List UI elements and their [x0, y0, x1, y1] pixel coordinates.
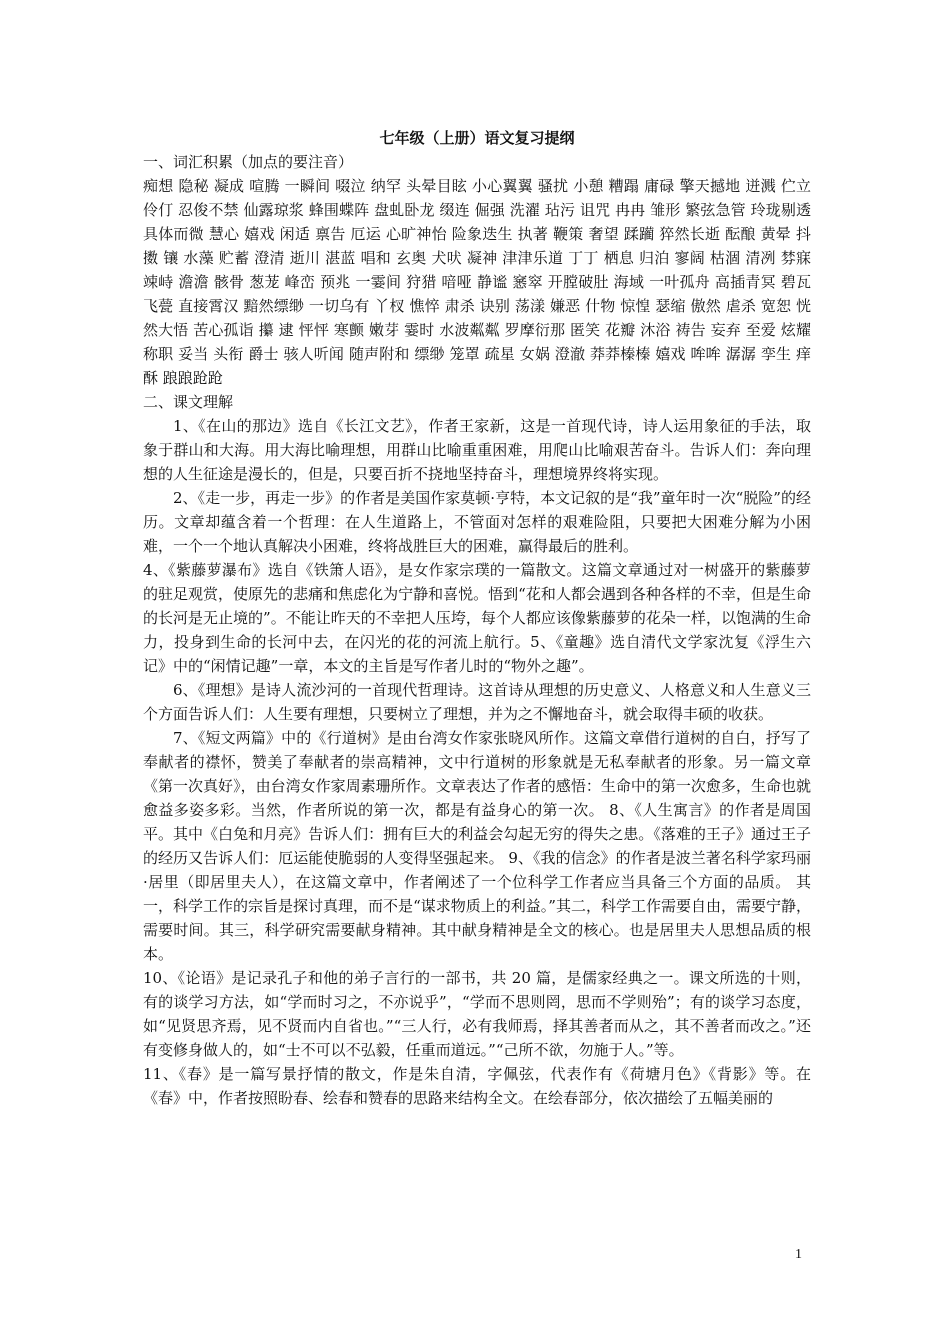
paragraph-zi-teng-luo-pu-bu: 4、《紫藤萝瀑布》选自《铁箫人语》，是女作家宗璞的一篇散文。这篇文章通过对一树盛开的紫藤萝的驻足观赏，使原先的悲痛和焦虑化为宁静和喜悦。悟到“花和人都会遇到各种各样的不幸，但是生命的长河是无止境的”。不能让昨天的不幸把人压垮，每个人都应该像紫藤萝的花朵一样，以饱满的生命力，投身到生命的长河中去，在闪光的花的河流上航行。5、《童趣》选自清代文学家沈复《浮生六记》中的“闲情记趣”一章，本文的主旨是写作者儿时的“物外之趣”。	[143, 561, 811, 675]
section-heading-text-understanding: 二、课文理解	[143, 393, 234, 411]
paragraph-duan-wen-liang-pian: 7、《短文两篇》中的《行道树》是由台湾女作家张晓风所作。这篇文章借行道树的自白，抒写了奉献者的襟怀，赞美了奉献者的崇高精神，文中行道树的形象就是无私奉献者的形象。另一篇文章《第一次真好》，由台湾女作家周素珊所作。文章表达了作者的感悟：生命中的第一次愈多，生命也就愈益多姿多彩。当然，作者所说的第一次，都是有益身心的第一次。 8、《人生寓言》的作者是周国平。其中《白兔和月亮》告诉人们：拥有巨大的利益会勾起无穷的得失之患。《落难的王子》通过王子的经历又告诉人们：厄运能使脆弱的人变得坚强起来。 9、《我的信念》的作者是波兰著名科学家玛丽·居里（即居里夫人），在这篇文章中，作者阐述了一个位科学工作者应当具备三个方面的品质。 其一，科学工作的宗旨是探讨真理，而不是“谋求物质上的利益。”其二，科学工作需要自由，需要宁静，需要时间。其三，科学研究需要献身精神。其中献身精神是全文的核心。也是居里夫人思想品质的根本。	[143, 729, 811, 963]
section-heading-vocabulary: 一、词汇积累（加点的要注音）	[143, 153, 354, 171]
paragraph-chun: 11、《春》是一篇写景抒情的散文，作是朱自清，字佩弦，代表作有《荷塘月色》《背影》等。在《春》中，作者按照盼春、绘春和赞春的思路来结构全文。在绘春部分，依次描绘了五幅美丽的	[143, 1065, 811, 1107]
document-title: 七年级（上册）语文复习提纲	[379, 129, 575, 147]
paragraph-zou-yi-bu: 2、《走一步，再走一步》的作者是美国作家莫顿·亨特，本文记叙的是“我”童年时一次“脱险”的经历。文章却蕴含着一个哲理：在人生道路上，不管面对怎样的艰难险阻，只要把大困难分解为小困难，一个一个地认真解决小困难，终将战胜巨大的困难，赢得最后的胜利。	[143, 489, 811, 555]
vocabulary-list: 痴想 隐秘 凝成 喧腾 一瞬间 啜泣 纳罕 头晕目眩 小心翼翼 骚扰 小憩 糟蹋 庸碌 擎天撼地 迸溅 伫立 伶仃 忍俊不禁 仙露琼浆 蜂围蝶阵 盘虬卧龙 缀连 倔强 洗濯 玷污 诅咒 冉冉 雏形 繁弦急管 玲珑剔透 具体而微 慧心 嬉戏 闲适 禀告 厄运 心旷神怡 险象迭生 执著 鞭策 奢望 蹂躏 猝然长逝 酝酿 黄晕 抖擞 镶 水藻 贮蓄 澄清 逝川 湛蓝 唱和 玄奥 犬吠 凝神 津津乐道 丁丁 栖息 归泊 寥阔 枯涸 清冽 棼寐 竦峙 澹澹 骸骨 葱茏 峰峦 预兆 一霎间 狩猎 喑哑 静谧 窸窣 开膛破肚 海域 一叶孤舟 高插青冥 碧瓦飞甍 直接霄汉 黯然缥缈 一切乌有 丫杈 憔悴 肃杀 诀别 荡漾 嫌恶 什物 惊惶 瑟缩 傲然 虐杀 宽恕 恍然大悟 苦心孤诣 攥 逮 怦怦 寒颤 嫩芽 霎时 水波粼粼 罗摩衍那 匿笑 花瓣 沐浴 祷告 妄弃 至爱 炫耀 称职 妥当 头衔 爵士 骇人听闻 随声附和 缥缈 笼罩 疏星 女娲 澄澈 莽莽榛榛 嬉戏 哞哞 潺潺 孪生 痒酥 踉踉跄跄	[143, 177, 811, 387]
page-number: 1	[795, 1247, 802, 1262]
paragraph-lun-yu: 10、《论语》是记录孔子和他的弟子言行的一部书，共 20 篇，是儒家经典之一。课文所选的十则，有的谈学习方法，如“学而时习之，不亦说乎”，“学而不思则罔，思而不学则殆”；有的谈学习态度，如“见贤思齐焉，见不贤而内自省也。”“三人行，必有我师焉，择其善者而从之，其不善者而改之。”还有变修身做人的，如“士不可以不弘毅，任重而道远。”“己所不欲，勿施于人。”等。	[143, 969, 811, 1059]
document-body	[143, 126, 811, 1110]
paragraph-li-xiang: 6、《理想》是诗人流沙河的一首现代哲理诗。这首诗从理想的历史意义、人格意义和人生意义三个方面告诉人们：人生要有理想，只要树立了理想，并为之不懈地奋斗，就会取得丰硕的收获。	[143, 681, 811, 723]
paragraph-zai-shan-de-na-bian: 1、《在山的那边》选自《长江文艺》，作者王家新，这是一首现代诗，诗人运用象征的手法，取象于群山和大海。用大海比喻理想，用群山比喻重重困难，用爬山比喻艰苦奋斗。告诉人们：奔向理想的人生征途是漫长的，但是，只要百折不挠地坚持奋斗，理想境界终将实现。	[143, 417, 811, 483]
